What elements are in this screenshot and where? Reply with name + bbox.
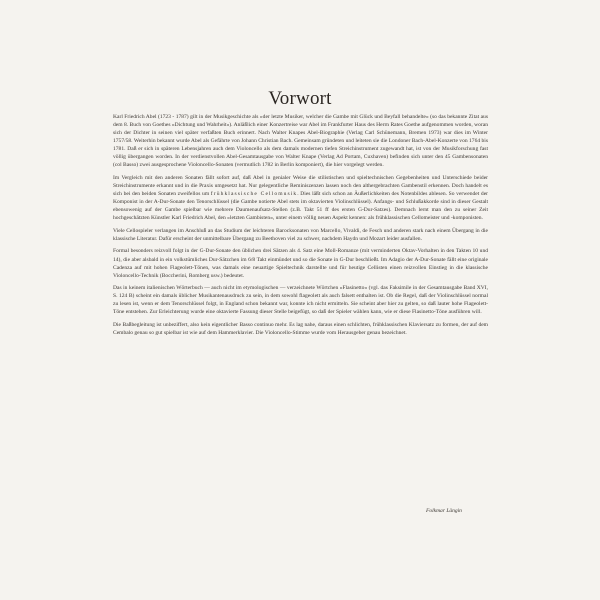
paragraph-3: [113, 227, 488, 243]
page-title: Vorwort: [268, 88, 332, 109]
paragraph-6: [113, 321, 488, 337]
paragraph-2: [113, 174, 488, 222]
paragraph-text: Viele Cellospieler verlangen im Anschluß an das Studium der leichteren Barocksonaten von Marcello, Vivaldi, de Fesch und anderen stark nach einem Übergang in die klassische Literatur. Dafür erscheint der unmittelbare Übergang zu Beethoven viel zu schwer, nachdem Haydn und Mozart leider ausfallen.: [113, 227, 488, 242]
paragraph-text: Die Baßbegleitung ist unbeziffert, also kein eigentlicher Basso continuo mehr. Es lag nahe, daraus einen schlichten, frühklassischen Klaviersatz zu formen, der auf dem Cembalo genau so gut spielbar ist wie auf dem Hammerklavier. Die Violoncello-Stimme wurde vom Herausgeber genau bezeichnet.: [113, 322, 488, 337]
signature: Folkmar Längin: [426, 508, 462, 514]
paragraph-5: [113, 284, 488, 316]
paragraph-text: . Dies läßt sich schon an Äußerlichkeiten des Notenbildes ablesen. So verwendet der Komponist in der A-Dur-Sonate den Tenorschlüssel (die Gambe notierte Abel stets im oktavierten Violinschlüssel). Anfangs- und Schlußakkorde sind in dieser Gestalt ebensowenig auf der Gambe spielbar wie mehrere Daumenaufsatz-Stellen (z.B. Takt 51 ff des ersten G-Dur-Satzes). Demnach lernt man den zu seiner Zeit hochgeschätzten Künstler Karl Friedrich Abel, den »letzten Gambisten«, unter einem völlig neuen Aspekt kennen: als frühklassischen Cellomeister und -komponisten.: [113, 191, 489, 222]
paragraph-4: [113, 247, 488, 279]
paragraph-text: Karl Friedrich Abel (1723 - 1787) gilt in der Musikgeschichte als »der letzte Musiker, welcher die Gambe mit Glück und Beyfall behandelte« (so das bekannte Zitat aus dem 8. Buch von Goethes »Dichtung und Wahrheit«). Anläßlich einer Konzertreise war Abel im Frankfurter Haus des Herrn Rates Goethe aufgenommen worden, woran sich der Dichter in seinen viel später verfaßten Buch erinnert. Nach Walter Knapes Abel-Biographie (Verlag Carl Schünemann, Bremen 1973) war dies im Winter 1757/58. Weiterhin bekannt wurde Abel als Gefährte von Johann Christian Bach. Gemeinsam gründeten und leiteten sie die Londoner Bach-Abel-Konzerte von 1764 bis 1781. Daß er sich in späteren Lebensjahren auch dem Violoncello als dem damals modernen tiefen Streichinstrument zugewandt hat, ist von der Musikforschung fast völlig übergangen worden. In der verdienstvollen Abel-Gesamtausgabe von Walter Knape (Verlag Ad Portam, Cuxhaven) befinden sich unter den 45 Gambensonaten (col Basso) zwei ausgesprochene Violoncello-Sonaten (vermutlich 1782 in Berlin komponiert), die hier vorgelegt werden.: [113, 114, 488, 169]
paragraph-1: [113, 113, 488, 169]
paragraph-text: Das in keinem italienischen Wörterbuch — auch nicht im etymologischen — verzeichnete Wörtchen »Flasinetto« (vgl. das Faksimile in der Gesamtausgabe Band XVI, S. 124 B) scheint ein damals üblicher Musikantenausdruck zu sein, in dem sowohl flageolett als auch falsett enthalten ist. Ob die Regel, daß der Violinschlüssel normal zu lesen ist, wenn er dem Tenorschlüssel folgt, in England schon bekannt war, konnte ich nicht ermitteln. Sie scheint aber hier zu gelten, so daß lauter hohe Flageolett-Töne entstehen. Zur Erleichterung wurde eine oktavierte Fassung dieser Stelle beigefügt, so daß der Spieler wählen kann, wie er diese Flasinetto-Töne ausführen will.: [113, 285, 488, 316]
body-text: [113, 113, 488, 342]
paragraph-text: Formal besonders reizvoll folgt in der G-Dur-Sonate den üblichen drei Sätzen als 4. Satz eine Moll-Romanze (mit verminderten Oktav-Vorhalten in den Takten 10 und 14), die aber alsbald in ein volkstümliches Dur-Sätzchen im 6/8 Takt einmündet und so die Sonate in G-Dur beschließt. Im Adagio der A-Dur-Sonate fällt eine originale Cadenza auf mit hohen Flageolett-Tönen, was damals eine neuartige Spieltechnik darstellte und für heutige Cellisten einen reizvollen Einstieg in die klassische Violoncello-Technik (Boccherini, Romberg usw.) bedeutet.: [113, 248, 488, 279]
emphasized-term: frühklassische Cellomusik: [210, 191, 298, 198]
paragraph-text: Im Vergleich mit den anderen Sonaten fällt sofort auf, daß Abel in genialer Weise die stilistischen und spieltechnischen Gegebenheiten und Unterschiede beider Streichinstrumente erkannt und in die Praxis umgesetzt hat. Nur gelegentliche Reminiszenzen lassen noch den althergebrachten Gambenstil erkennen. Doch handelt es sich bei den beiden Sonaten zweifellos um: [113, 174, 488, 198]
